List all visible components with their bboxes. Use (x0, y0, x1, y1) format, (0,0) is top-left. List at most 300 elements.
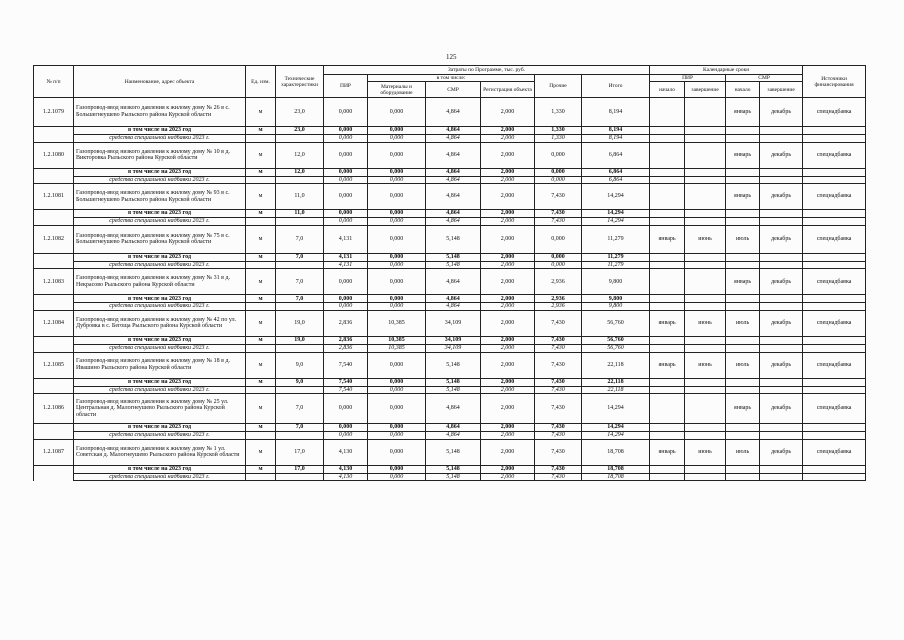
empty-cell (760, 303, 803, 311)
special-smr: 5,148 (426, 473, 481, 481)
subtotal-other: 1,330 (535, 127, 582, 135)
subtotal-label: в том числе на 2023 год (74, 378, 246, 386)
special-total: 22,118 (582, 386, 650, 394)
registration-cell: 2,000 (481, 439, 535, 465)
subtotal-reg: 2,000 (481, 336, 535, 344)
empty-cell (276, 176, 324, 184)
special-other: 0,000 (535, 261, 582, 269)
special-allowance-row (34, 386, 866, 394)
special-mat: 0,000 (368, 386, 426, 394)
total-cell: 22,118 (582, 352, 650, 378)
special-total: 6,864 (582, 176, 650, 184)
pir-end-cell (685, 142, 726, 168)
subtotal-label: в том числе на 2023 год (74, 168, 246, 176)
empty-cell (650, 424, 685, 432)
special-allowance-label: средства специальной надбавки 2023 г. (74, 473, 246, 481)
empty-cell (760, 473, 803, 481)
subtotal-reg: 2,000 (481, 168, 535, 176)
subtotal-unit: м (246, 424, 276, 432)
header-schedule: Календарные сроки (650, 66, 803, 75)
empty-cell (726, 386, 760, 394)
subtotal-row (34, 295, 866, 303)
pir-end-cell (685, 98, 726, 127)
smr-end-cell: декабрь (760, 184, 803, 210)
empty-cell (650, 218, 685, 226)
smr-start-cell: январь (726, 269, 760, 295)
subtotal-unit: м (246, 295, 276, 303)
subtotal-mat: 0,000 (368, 253, 426, 261)
tech-cell: 12,0 (276, 142, 324, 168)
smr-end-cell: декабрь (760, 352, 803, 378)
pir-end-cell (685, 269, 726, 295)
tech-cell: 7,0 (276, 269, 324, 295)
empty-cell (803, 378, 866, 386)
special-smr: 4,864 (426, 303, 481, 311)
special-reg: 2,000 (481, 218, 535, 226)
subtotal-total: 22,118 (582, 378, 650, 386)
special-pir: 4,131 (324, 261, 368, 269)
blank-cell (34, 303, 74, 311)
empty-cell (726, 336, 760, 344)
pir-start-cell (650, 184, 685, 210)
empty-cell (726, 378, 760, 386)
materials-cell: 0,000 (368, 98, 426, 127)
blank-cell (34, 210, 74, 218)
empty-cell (726, 432, 760, 440)
subtotal-tech: 23,0 (276, 127, 324, 135)
special-smr: 5,148 (426, 386, 481, 394)
empty-cell (803, 424, 866, 432)
empty-cell (726, 168, 760, 176)
header-name: Наименование, адрес объекта (74, 66, 246, 98)
special-allowance-row (34, 218, 866, 226)
header-incl: в том числе: (368, 75, 535, 82)
special-mat: 0,000 (368, 432, 426, 440)
subtotal-tech: 17,0 (276, 465, 324, 473)
other-cell: 7,430 (535, 310, 582, 336)
special-allowance-row (34, 344, 866, 352)
special-allowance-row (34, 432, 866, 440)
funding-cell: спецнадбавка (803, 439, 866, 465)
subtotal-smr: 4,864 (426, 168, 481, 176)
tech-cell: 9,0 (276, 352, 324, 378)
header-pir-start: начало (650, 82, 685, 98)
smr-end-cell: декабрь (760, 269, 803, 295)
subtotal-row (34, 210, 866, 218)
special-other: 7,430 (535, 344, 582, 352)
subtotal-total: 11,279 (582, 253, 650, 261)
smr-cell: 5,148 (426, 352, 481, 378)
special-pir: 2,836 (324, 344, 368, 352)
empty-cell (760, 386, 803, 394)
materials-cell: 0,000 (368, 269, 426, 295)
subtotal-unit: м (246, 168, 276, 176)
registration-cell: 2,000 (481, 394, 535, 424)
total-cell: 11,279 (582, 225, 650, 253)
subtotal-other: 7,430 (535, 465, 582, 473)
subtotal-total: 8,194 (582, 127, 650, 135)
special-total: 56,760 (582, 344, 650, 352)
subtotal-smr: 4,864 (426, 127, 481, 135)
subtotal-label: в том числе на 2023 год (74, 253, 246, 261)
empty-cell (803, 386, 866, 394)
materials-cell: 0,000 (368, 394, 426, 424)
empty-cell (726, 127, 760, 135)
row-number: 1.2.1080 (34, 142, 74, 168)
special-allowance-label: средства специальной надбавки 2023 г. (74, 432, 246, 440)
empty-cell (760, 127, 803, 135)
subtotal-mat: 0,000 (368, 168, 426, 176)
special-smr: 4,864 (426, 218, 481, 226)
other-cell: 0,000 (535, 225, 582, 253)
subtotal-reg: 2,000 (481, 253, 535, 261)
header-smr: СМР (426, 82, 481, 98)
registration-cell: 2,000 (481, 269, 535, 295)
subtotal-reg: 2,000 (481, 465, 535, 473)
subtotal-row (34, 336, 866, 344)
special-total: 14,294 (582, 218, 650, 226)
subtotal-total: 18,708 (582, 465, 650, 473)
empty-cell (650, 432, 685, 440)
empty-cell (760, 261, 803, 269)
pir-cell: 4,131 (324, 225, 368, 253)
object-name: Газопровод-ввод низкого давления к жилому дому № 31 в д. Некрасово Рыльского района Курской области (74, 269, 246, 295)
empty-cell (246, 386, 276, 394)
special-total: 8,194 (582, 135, 650, 143)
special-pir: 0,000 (324, 432, 368, 440)
empty-cell (726, 303, 760, 311)
header-materials: Материалы и оборудование (368, 82, 426, 98)
subtotal-unit: м (246, 210, 276, 218)
object-name: Газопровод-ввод низкого давления к жилому дому № 25 ул. Центральная д. Малогнеушево Рыльского района Курской области (74, 394, 246, 424)
special-pir: 4,130 (324, 473, 368, 481)
pir-end-cell (685, 394, 726, 424)
blank-cell (34, 176, 74, 184)
smr-cell: 4,864 (426, 394, 481, 424)
total-cell: 18,708 (582, 439, 650, 465)
subtotal-row (34, 465, 866, 473)
empty-cell (685, 176, 726, 184)
subtotal-smr: 34,109 (426, 336, 481, 344)
empty-cell (685, 424, 726, 432)
subtotal-smr: 4,864 (426, 210, 481, 218)
empty-cell (276, 344, 324, 352)
pir-start-cell (650, 269, 685, 295)
empty-cell (246, 218, 276, 226)
special-total: 11,279 (582, 261, 650, 269)
header-funding: Источники финансирования (803, 66, 866, 98)
special-allowance-label: средства специальной надбавки 2023 г. (74, 386, 246, 394)
table-row (34, 352, 866, 378)
row-number: 1.2.1079 (34, 98, 74, 127)
smr-cell: 5,148 (426, 225, 481, 253)
empty-cell (726, 344, 760, 352)
subtotal-reg: 2,000 (481, 295, 535, 303)
empty-cell (650, 344, 685, 352)
empty-cell (246, 135, 276, 143)
pir-end-cell: июнь (685, 310, 726, 336)
empty-cell (685, 465, 726, 473)
registration-cell: 2,000 (481, 184, 535, 210)
special-mat: 10,385 (368, 344, 426, 352)
pir-start-cell: январь (650, 439, 685, 465)
subtotal-pir: 4,130 (324, 465, 368, 473)
empty-cell (726, 210, 760, 218)
empty-cell (803, 210, 866, 218)
empty-cell (650, 386, 685, 394)
special-mat: 0,000 (368, 473, 426, 481)
pir-cell: 0,000 (324, 184, 368, 210)
pir-cell: 0,000 (324, 98, 368, 127)
subtotal-pir: 2,836 (324, 336, 368, 344)
table-row (34, 142, 866, 168)
total-cell: 6,864 (582, 142, 650, 168)
special-mat: 0,000 (368, 135, 426, 143)
empty-cell (650, 253, 685, 261)
special-other: 7,430 (535, 386, 582, 394)
pir-start-cell (650, 142, 685, 168)
other-cell: 7,430 (535, 184, 582, 210)
empty-cell (650, 210, 685, 218)
empty-cell (685, 344, 726, 352)
header-sched-smr: СМР (726, 75, 803, 82)
table-row (34, 184, 866, 210)
funding-cell: спецнадбавка (803, 225, 866, 253)
special-reg: 2,000 (481, 386, 535, 394)
unit-cell: м (246, 225, 276, 253)
special-smr: 5,148 (426, 261, 481, 269)
empty-cell (246, 261, 276, 269)
special-allowance-row (34, 261, 866, 269)
special-allowance-row (34, 473, 866, 481)
subtotal-total: 14,294 (582, 424, 650, 432)
table-row (34, 98, 866, 127)
subtotal-smr: 4,864 (426, 295, 481, 303)
special-reg: 2,000 (481, 261, 535, 269)
empty-cell (803, 336, 866, 344)
tech-cell: 7,0 (276, 394, 324, 424)
smr-start-cell: январь (726, 394, 760, 424)
smr-end-cell: декабрь (760, 225, 803, 253)
empty-cell (760, 135, 803, 143)
empty-cell (760, 378, 803, 386)
funding-cell: спецнадбавка (803, 310, 866, 336)
empty-cell (685, 218, 726, 226)
subtotal-mat: 0,000 (368, 378, 426, 386)
tech-cell: 23,0 (276, 98, 324, 127)
funding-cell: спецнадбавка (803, 269, 866, 295)
row-number: 1.2.1081 (34, 184, 74, 210)
empty-cell (760, 432, 803, 440)
header-num: № п/п (34, 66, 74, 98)
blank-cell (34, 424, 74, 432)
special-other: 2,936 (535, 303, 582, 311)
empty-cell (650, 135, 685, 143)
empty-cell (650, 378, 685, 386)
empty-cell (650, 473, 685, 481)
special-smr: 34,109 (426, 344, 481, 352)
other-cell: 7,430 (535, 439, 582, 465)
subtotal-pir: 0,000 (324, 210, 368, 218)
smr-start-cell: январь (726, 98, 760, 127)
smr-start-cell: июль (726, 225, 760, 253)
row-number: 1.2.1082 (34, 225, 74, 253)
empty-cell (803, 303, 866, 311)
other-cell: 7,430 (535, 352, 582, 378)
subtotal-reg: 2,000 (481, 210, 535, 218)
subtotal-other: 7,430 (535, 424, 582, 432)
empty-cell (726, 424, 760, 432)
subtotal-tech: 7,0 (276, 295, 324, 303)
empty-cell (726, 465, 760, 473)
special-pir: 0,000 (324, 135, 368, 143)
subtotal-reg: 2,000 (481, 378, 535, 386)
empty-cell (246, 303, 276, 311)
funding-cell: спецнадбавка (803, 394, 866, 424)
blank-cell (34, 168, 74, 176)
subtotal-other: 2,936 (535, 295, 582, 303)
smr-start-cell: июль (726, 352, 760, 378)
materials-cell: 0,000 (368, 439, 426, 465)
subtotal-total: 14,294 (582, 210, 650, 218)
empty-cell (803, 295, 866, 303)
unit-cell: м (246, 439, 276, 465)
empty-cell (246, 344, 276, 352)
empty-cell (803, 218, 866, 226)
other-cell: 7,430 (535, 394, 582, 424)
subtotal-label: в том числе на 2023 год (74, 336, 246, 344)
table-row (34, 439, 866, 465)
empty-cell (650, 168, 685, 176)
table-row (34, 269, 866, 295)
special-allowance-label: средства специальной надбавки 2023 г. (74, 344, 246, 352)
header-pir-end: завершение (685, 82, 726, 98)
header-registration: Регистрация объекта (481, 82, 535, 98)
subtotal-label: в том числе на 2023 год (74, 295, 246, 303)
subtotal-tech: 12,0 (276, 168, 324, 176)
blank-cell (34, 261, 74, 269)
header-cost-group: Затраты по Программе, тыс. руб. (324, 66, 650, 75)
pir-end-cell: июнь (685, 352, 726, 378)
special-other: 0,000 (535, 176, 582, 184)
funding-cell: спецнадбавка (803, 142, 866, 168)
subtotal-other: 7,430 (535, 336, 582, 344)
header-total: Итого (582, 75, 650, 98)
special-reg: 2,000 (481, 135, 535, 143)
special-allowance-label: средства специальной надбавки 2023 г. (74, 303, 246, 311)
object-name: Газопровод-ввод низкого давления к жилому дому № 93 в с. Большегнеушево Рыльского района Курской области (74, 184, 246, 210)
blank-cell (34, 432, 74, 440)
special-smr: 4,864 (426, 176, 481, 184)
smr-start-cell: июль (726, 310, 760, 336)
program-table (33, 65, 866, 481)
empty-cell (246, 432, 276, 440)
empty-cell (760, 344, 803, 352)
subtotal-smr: 5,148 (426, 253, 481, 261)
special-allowance-label: средства специальной надбавки 2023 г. (74, 176, 246, 184)
special-mat: 0,000 (368, 261, 426, 269)
blank-cell (34, 344, 74, 352)
empty-cell (685, 473, 726, 481)
unit-cell: м (246, 310, 276, 336)
subtotal-unit: м (246, 465, 276, 473)
header-unit: Ед. изм. (246, 66, 276, 98)
subtotal-row (34, 378, 866, 386)
pir-cell: 7,540 (324, 352, 368, 378)
other-cell: 0,000 (535, 142, 582, 168)
subtotal-unit: м (246, 336, 276, 344)
special-pir: 0,000 (324, 303, 368, 311)
empty-cell (726, 176, 760, 184)
subtotal-pir: 4,131 (324, 253, 368, 261)
subtotal-reg: 2,000 (481, 424, 535, 432)
empty-cell (246, 473, 276, 481)
pir-start-cell: январь (650, 310, 685, 336)
subtotal-tech: 9,0 (276, 378, 324, 386)
special-allowance-row (34, 176, 866, 184)
empty-cell (726, 261, 760, 269)
object-name: Газопровод-ввод низкого давления к жилому дому № 1 ул. Советская д. Малогнеушево Рыльского района Курской области (74, 439, 246, 465)
empty-cell (726, 473, 760, 481)
unit-cell: м (246, 394, 276, 424)
empty-cell (685, 336, 726, 344)
smr-cell: 4,864 (426, 184, 481, 210)
blank-cell (34, 336, 74, 344)
pir-end-cell: июнь (685, 225, 726, 253)
tech-cell: 19,0 (276, 310, 324, 336)
subtotal-label: в том числе на 2023 год (74, 127, 246, 135)
special-pir: 0,000 (324, 218, 368, 226)
table-row (34, 310, 866, 336)
empty-cell (760, 176, 803, 184)
empty-cell (760, 465, 803, 473)
subtotal-smr: 5,148 (426, 465, 481, 473)
empty-cell (760, 218, 803, 226)
other-cell: 2,936 (535, 269, 582, 295)
total-cell: 9,800 (582, 269, 650, 295)
empty-cell (726, 135, 760, 143)
special-pir: 7,540 (324, 386, 368, 394)
object-name: Газопровод-ввод низкого давления к жилому дому № 18 в д. Ивашино Рыльского района Курской области (74, 352, 246, 378)
empty-cell (760, 168, 803, 176)
empty-cell (726, 218, 760, 226)
total-cell: 56,760 (582, 310, 650, 336)
pir-cell: 0,000 (324, 394, 368, 424)
subtotal-tech: 19,0 (276, 336, 324, 344)
smr-end-cell: декабрь (760, 439, 803, 465)
special-smr: 4,864 (426, 432, 481, 440)
page-number: 125 (446, 53, 457, 61)
funding-cell: спецнадбавка (803, 352, 866, 378)
total-cell: 14,294 (582, 394, 650, 424)
subtotal-label: в том числе на 2023 год (74, 210, 246, 218)
subtotal-unit: м (246, 378, 276, 386)
subtotal-mat: 10,385 (368, 336, 426, 344)
header-sched-pir: ПИР (650, 75, 726, 82)
subtotal-mat: 0,000 (368, 465, 426, 473)
subtotal-pir: 0,000 (324, 424, 368, 432)
smr-start-cell: июль (726, 439, 760, 465)
funding-cell: спецнадбавка (803, 98, 866, 127)
empty-cell (276, 303, 324, 311)
empty-cell (685, 253, 726, 261)
empty-cell (803, 135, 866, 143)
subtotal-pir: 7,540 (324, 378, 368, 386)
special-allowance-row (34, 135, 866, 143)
empty-cell (650, 336, 685, 344)
subtotal-mat: 0,000 (368, 295, 426, 303)
object-name: Газопровод-ввод низкого давления к жилому дому № 42 по ул. Дубровка в с. Бегоща Рыльского района Курской области (74, 310, 246, 336)
